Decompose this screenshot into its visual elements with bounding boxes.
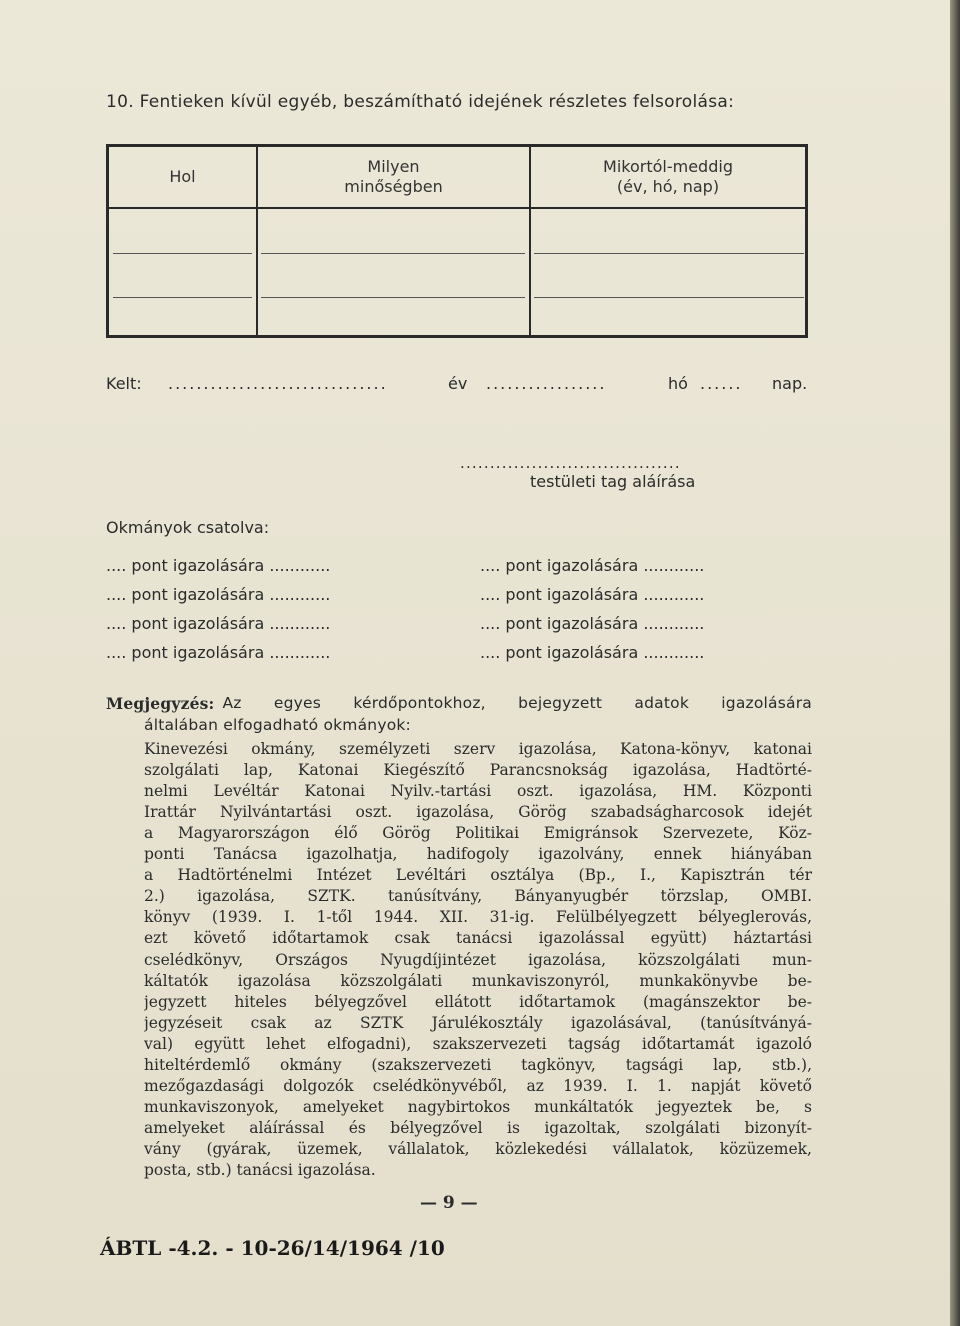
kelt-dots-year: ............................... [168, 374, 388, 393]
table-header-mikortol [531, 157, 805, 197]
megjegyzes-body-line: jegyzett hiteles bélyegzővel ellátott időtartamok (magánszektor be- [144, 993, 812, 1011]
megjegyzes-body-line: val) együtt lehet elfogadni), szakszervezeti tagság időtartamát igazoló [144, 1035, 812, 1053]
section-10-heading: 10. Fentieken kívül egyéb, beszámítható idejének részletes felsorolása: [106, 92, 735, 112]
megjegyzes-body-line: könyv (1939. I. 1-től 1944. XII. 31-ig. Felülbélyegzett bélyeglerovás, [144, 908, 812, 926]
table-header-hol: Hol [169, 167, 196, 186]
megjegyzes-body-line: Irattár Nyilvántartási oszt. igazolása, Görög szabadságharcosok idejét [144, 803, 812, 821]
service-time-table [106, 144, 808, 338]
table-header-mikortol-line2: (év, hó, nap) [616, 177, 720, 196]
megjegyzes-body-line: vány (gyárak, üzemek, vállalatok, közlekedési vállalatok, közüzemek, [144, 1140, 812, 1158]
megjegyzes-body-line: jegyzéseit csak az SZTK Járulékosztály igazolásával, (tanúsítványá- [144, 1014, 812, 1032]
megjegyzes-body-line: amelyeket aláírással és bélyegzővel is igazoltak, szolgálati bizonyít- [144, 1119, 812, 1137]
megjegyzes-body-line: a Hadtörténelmi Intézet Levéltári osztálya (Bp., I., Kapisztrán tér [144, 866, 812, 884]
table-header-milyen-line1: Milyen [367, 157, 420, 176]
megjegyzes-body-line: 2.) igazolása, SZTK. tanúsítvány, Bányanyugbér törzslap, OMBI. [144, 887, 812, 905]
table-row-line [261, 297, 525, 298]
okmany-right-item: .... pont igazolására ............ [480, 556, 705, 575]
megjegyzes-body-line: posta, stb.) tanácsi igazolása. [144, 1161, 376, 1179]
megjegyzes-body-line: ezt követő időtartamok csak tanácsi igazolással együtt) háztartási [144, 929, 812, 947]
megjegyzes-body-line: mezőgazdasági dolgozók cselédkönyvéből, az 1939. I. 1. napját követő [144, 1077, 812, 1095]
kelt-label: Kelt: [106, 374, 142, 393]
signature-label: testületi tag aláírása [530, 472, 696, 491]
page-shadow-edge [950, 0, 960, 1326]
okmany-right-item: .... pont igazolására ............ [480, 585, 705, 604]
okmany-left-item: .... pont igazolására ............ [106, 556, 331, 575]
megjegyzes-body-line: káltatók igazolása közszolgálati munkaviszonyról, munkakönyvbe be- [144, 972, 812, 990]
table-row-line [113, 297, 252, 298]
signature-dots: ..................................... [460, 454, 681, 472]
kelt-ho: hó [668, 374, 688, 393]
table-row-line [113, 253, 252, 254]
okmany-right-item: .... pont igazolására ............ [480, 643, 705, 662]
megjegyzes-body-line: cselédkönyv, Országos Nyugdíjintézet igazolása, közszolgálati mun- [144, 951, 812, 969]
megjegyzes-intro: Az egyes kérdőpontokhoz, bejegyzett adatok igazolására [222, 694, 812, 712]
okmany-left-item: .... pont igazolására ............ [106, 643, 331, 662]
okmany-right-item: .... pont igazolására ............ [480, 614, 705, 633]
megjegyzes-line1 [106, 694, 812, 713]
kelt-ev: év [448, 374, 468, 393]
kelt-dots-month: ................. [486, 374, 607, 393]
archive-reference: ÁBTL -4.2. - 10-26/14/1964 /10 [100, 1236, 445, 1260]
table-row-line [534, 253, 804, 254]
kelt-nap: nap. [772, 374, 808, 393]
table-row-line [534, 297, 804, 298]
table-header-milyen-line2: minőségben [344, 177, 443, 196]
kelt-dots-day: ...... [700, 374, 743, 393]
page-number: — 9 — [420, 1193, 478, 1213]
okmany-left-item: .... pont igazolására ............ [106, 614, 331, 633]
megjegyzes-body-line: ponti Tanácsa igazolhatja, hadifogoly igazolvány, ennek hiányában [144, 845, 812, 863]
table-row-line [261, 253, 525, 254]
megjegyzes-body-line: Kinevezési okmány, személyzeti szerv igazolása, Katona-könyv, katonai [144, 740, 812, 758]
megjegyzes-line2: általában elfogadható okmányok: [144, 716, 411, 734]
megjegyzes-body-line: a Magyarországon élő Görög Politikai Emigránsok Szervezete, Köz- [144, 824, 812, 842]
megjegyzes-label: Megjegyzés: [106, 694, 215, 713]
okmanyok-heading: Okmányok csatolva: [106, 518, 270, 537]
megjegyzes-body-line: hiteltérdemlő okmány (szakszervezeti tagkönyv, tagsági lap, stb.), [144, 1056, 812, 1074]
table-header-milyen [258, 157, 529, 197]
table-header-divider [109, 207, 805, 209]
megjegyzes-body-line: nelmi Levéltár Katonai Nyilv.-tartási oszt. igazolása, HM. Központi [144, 782, 812, 800]
okmany-left-item: .... pont igazolására ............ [106, 585, 331, 604]
megjegyzes-body-line: munkaviszonyok, amelyeket nagybirtokos munkáltatók jegyeztek be, s [144, 1098, 812, 1116]
megjegyzes-body-line: szolgálati lap, Katonai Kiegészítő Parancsnokság igazolása, Hadtörté- [144, 761, 812, 779]
table-header-mikortol-line1: Mikortól-meddig [603, 157, 733, 176]
